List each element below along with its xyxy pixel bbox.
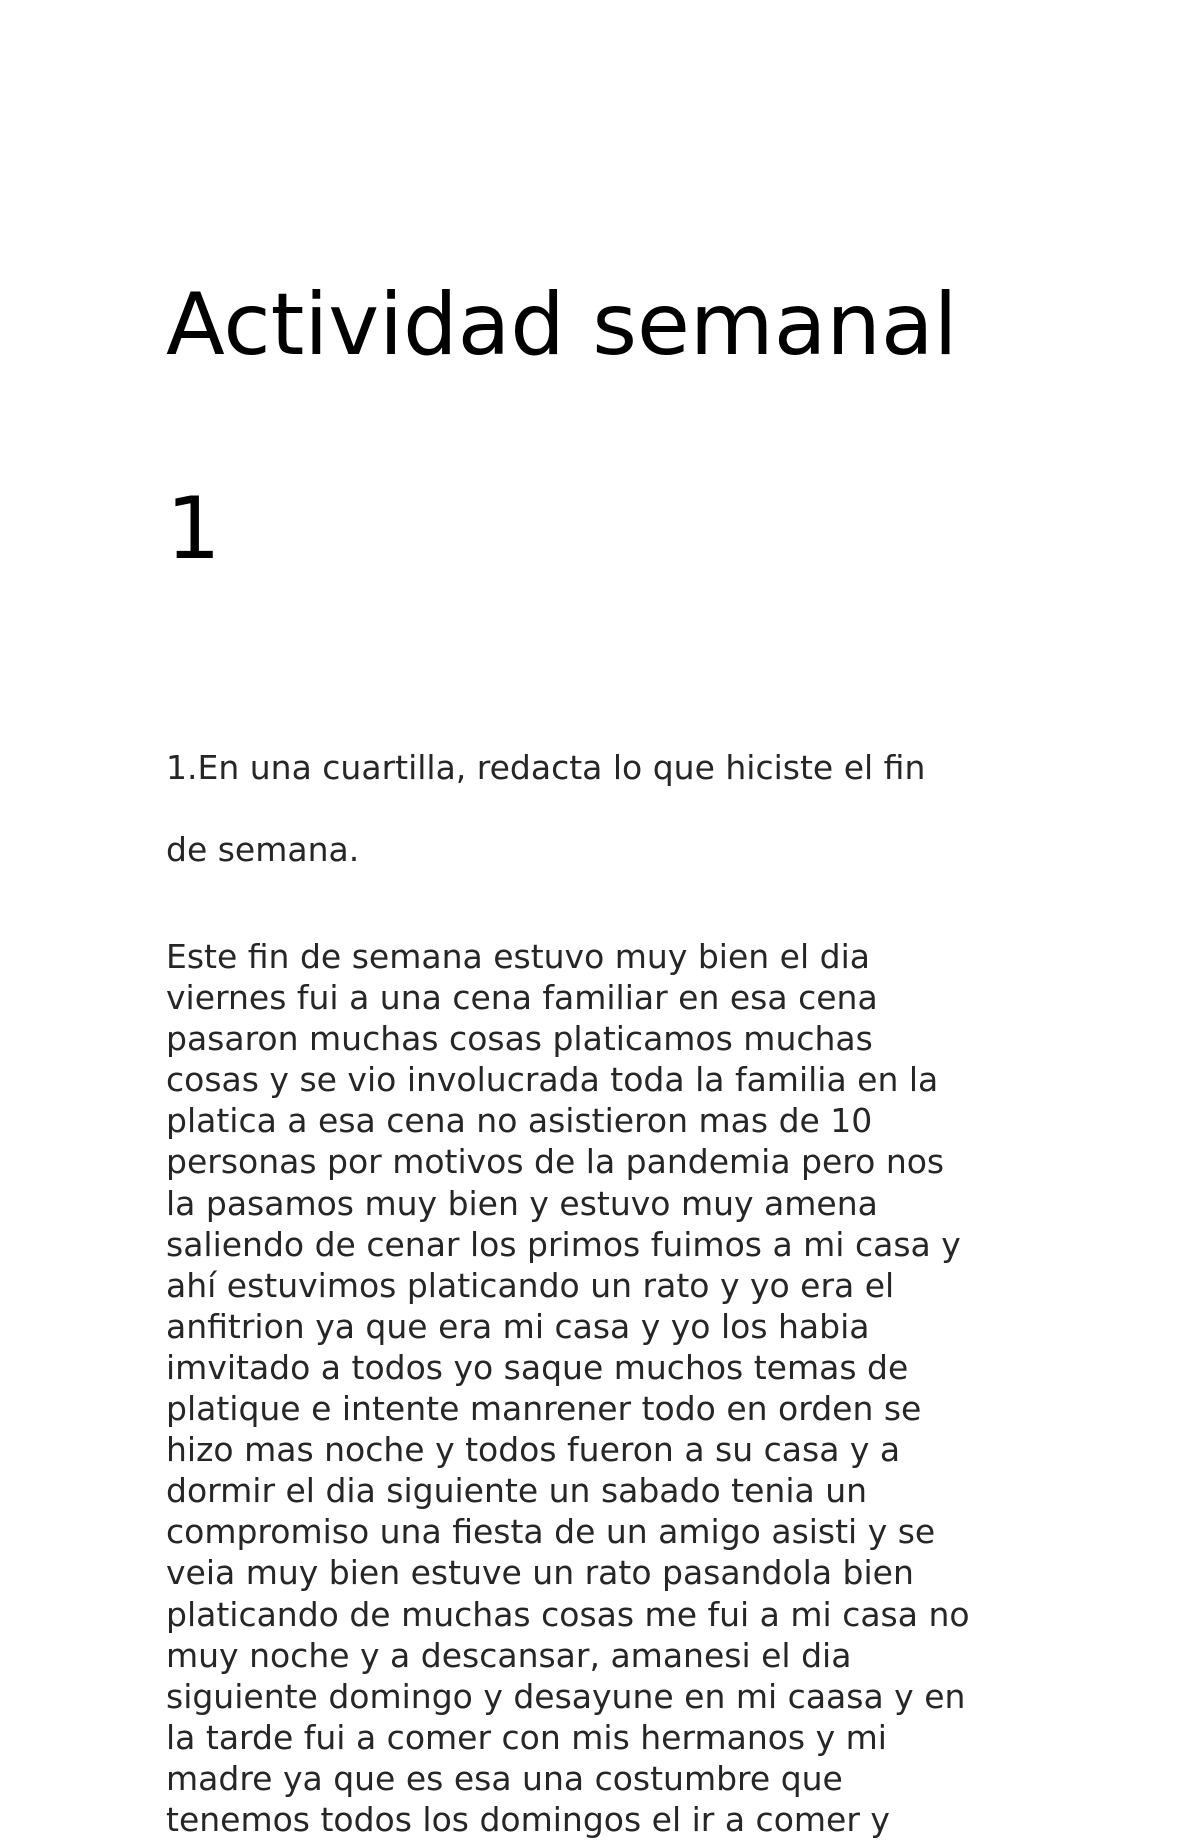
title-line: Actividad semanal: [166, 275, 958, 375]
paragraph-line: platicando de muchas cosas me fui a mi casa no: [166, 1594, 970, 1634]
paragraph-line: platique e intente manrener todo en orden se: [166, 1389, 922, 1429]
paragraph-line: la tarde fui a comer con mis hermanos y mi: [166, 1717, 887, 1757]
paragraph-line: Este fin de semana estuvo muy bien el dia: [166, 937, 870, 976]
paragraph-line: hizo mas noche y todos fueron a su casa y a: [166, 1430, 901, 1470]
paragraph-line: saliendo de cenar los primos fuimos a mi casa y: [166, 1224, 961, 1264]
paragraph-line: dormir el dia siguiente un sabado tenia un: [166, 1471, 868, 1511]
paragraph-line: platica a esa cena no asistieron mas de 10: [166, 1101, 873, 1141]
paragraph-line: anfitrion ya que era mi casa y yo los habia: [166, 1306, 870, 1346]
paragraph-line: ahí estuvimos platicando un rato y yo era el: [166, 1265, 895, 1305]
paragraph-line: viernes fui a una cena familiar en esa cena: [166, 978, 878, 1018]
paragraph-line: veia muy bien estuve un rato pasandola bien: [166, 1553, 914, 1593]
title-line: 1: [166, 479, 221, 579]
paragraph-line: compromiso una fiesta de un amigo asisti y se: [166, 1512, 936, 1552]
prompt-line: de semana.: [166, 830, 360, 869]
paragraph-line: tenemos todos los domingos el ir a comer y: [166, 1799, 890, 1839]
paragraph-line: la pasamos muy bien y estuvo muy amena: [166, 1183, 878, 1223]
document-content: [166, 172, 1046, 1840]
paragraph-line: siguiente domingo y desayune en mi caasa y en: [166, 1676, 966, 1716]
paragraph-line: muy noche y a descansar, amanesi el dia: [166, 1635, 852, 1675]
paragraph-line: personas por motivos de la pandemia pero nos: [166, 1142, 945, 1182]
prompt-line: 1.En una cuartilla, redacta lo que hiciste el fin: [166, 748, 926, 787]
document-title: [166, 172, 1046, 682]
paragraph-line: pasaron muchas cosas platicamos muchas: [166, 1019, 873, 1059]
paragraph-line: cosas y se vio involucrada toda la familia en la: [166, 1060, 939, 1100]
paragraph-line: imvitado a todos yo saque muchos temas de: [166, 1347, 909, 1387]
assignment-prompt: [166, 706, 1046, 911]
essay-paragraph: [166, 936, 1046, 1840]
paragraph-line: madre ya que es esa una costumbre que: [166, 1758, 843, 1798]
